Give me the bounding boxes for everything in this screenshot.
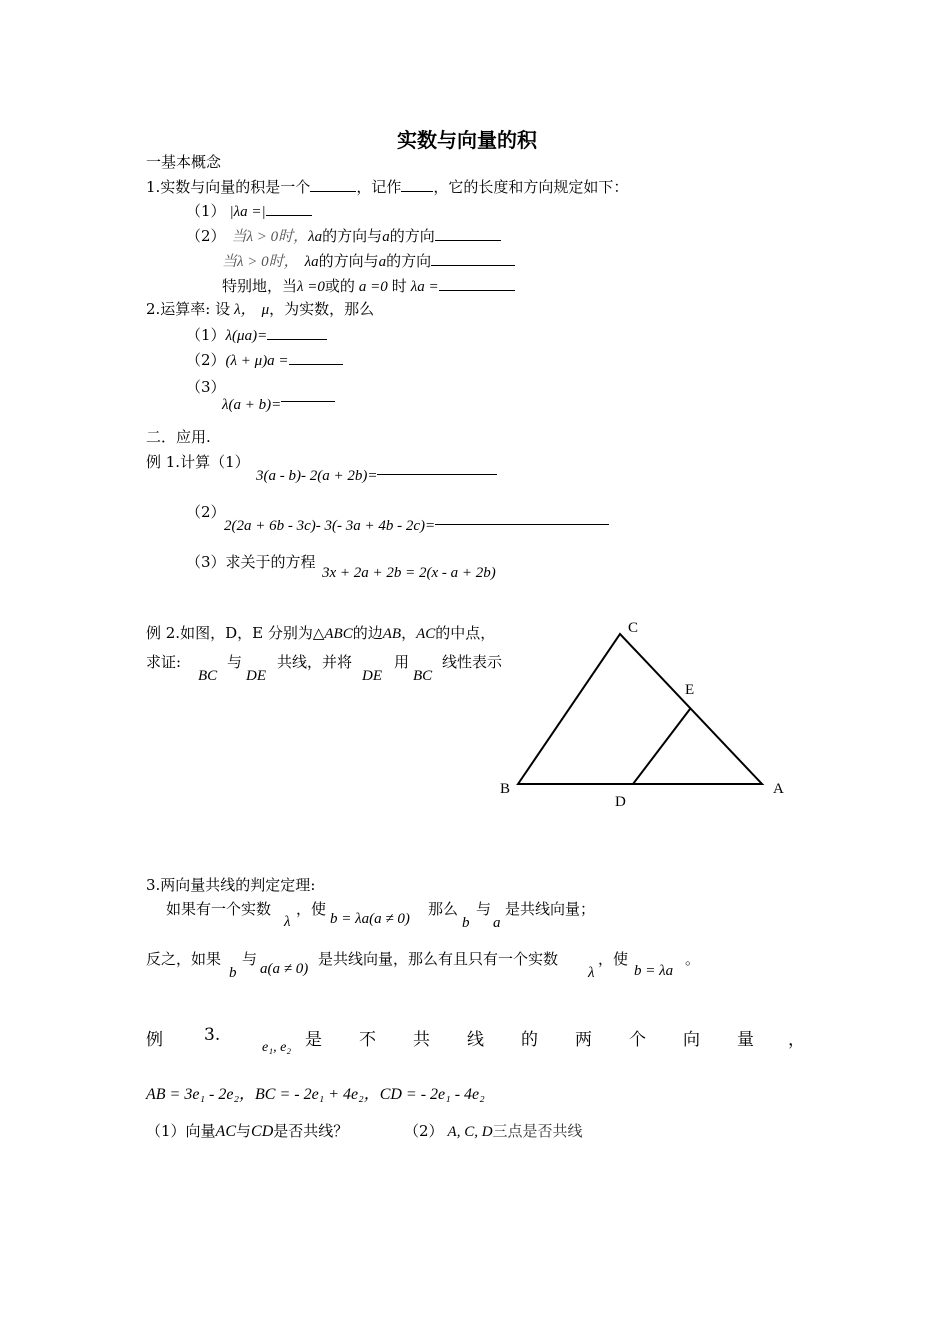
law-num: （2） [186,351,226,369]
math-expr: b = λa [634,963,674,979]
math-a-zero: a =0 [358,279,388,295]
math-b: b [462,915,470,931]
example-1-part-2 [224,512,609,535]
math-e1-e2: e₁, e₂ [262,1040,292,1055]
example-3-char: 量 [737,1030,754,1050]
example-1-part-3-label: （3）求关于的方程 [186,553,316,571]
ex2-text: 的中点， [435,624,496,642]
rule-text: 的方向与 [318,252,379,270]
rule-num: （1） [186,202,226,220]
example-3-question-1 [146,1122,348,1141]
theorem-line-2-c: 是共线向量，那么有且只有一个实数 [318,950,559,968]
example-1-label: 例 1.计算（1） [146,453,250,471]
example-3-question-2 [404,1122,583,1141]
math-ab: AB [382,626,402,642]
math-abc: ABC [324,626,353,642]
rule-text: 的方向 [386,252,432,270]
example-3-given: AB = 3e₁ - 2e₂，BC = - 2e₁ + 4e₂，CD = - 2e₁ - 4e₂ [146,1086,485,1103]
math-mu: μ [261,302,270,318]
vector-de: DE [362,668,382,684]
law-2 [186,351,343,370]
triangle-abc [518,634,762,784]
rule-4 [222,277,515,296]
math-lambda: λ [284,914,291,930]
law-expr: λ(μa)= [225,328,268,344]
q-text: 是否共线？ [273,1122,349,1140]
math-ac: AC [416,626,436,642]
theorem-line-2-b: 与 [242,950,258,968]
q1-post: ，它的长度和方向规定如下： [433,178,629,196]
example-2-q-mid: 共线，并将 [277,653,353,671]
math-ac: AC [215,1123,236,1140]
example-3-char: 个 [629,1030,646,1050]
label-b: B [500,781,511,797]
section-heading-rules [146,300,374,319]
math-points: A, C, D [447,1124,493,1140]
example-3-char: 向 [683,1030,700,1050]
math-expr: a(a ≠ 0) [260,961,309,977]
math-cd: CD [251,1123,274,1140]
math-lambda-a-eq: λa = [410,279,439,295]
blank [435,512,609,525]
q-num: （2） [404,1122,444,1140]
example-1-part-2-num: （2） [186,503,226,521]
blank [289,352,343,365]
example-2-yong: 用 [394,653,410,671]
blank [310,179,356,192]
math-lambda-a: λa [308,229,323,245]
theorem-line-1-b: ，使 [296,900,327,918]
math-a: a [493,915,501,931]
math-lambda: λ， [234,302,256,318]
label-c: C [628,620,639,636]
example-3-char: 例 [146,1030,163,1050]
heading-text: 2.运算率: 设 [146,300,231,318]
q1-mid: ，记作 [356,178,402,196]
vector-bc: BC [198,668,218,684]
rule-text: 时 [391,277,407,295]
theorem-line-1-a: 如果有一个实数 [166,900,272,918]
example-2-q-post: 线性表示 [442,653,503,671]
example-3-char: 不 [359,1030,376,1050]
theorem-line-2-a: 反之，如果 [146,950,222,968]
example-2-yu: 与 [227,653,243,671]
law-1 [186,326,327,345]
law-expr: λ(a + b)= [222,397,282,413]
page-title: 实数与向量的积 [397,128,537,152]
math-expr: 3(a - b)- 2(a + 2b)= [256,468,378,484]
rule-text: 的方向 [389,227,435,245]
math-expr: 2(2a + 6b - 3c)- 3(- 3a + 4b - 2c)= [224,518,436,534]
rule-expr: |λa =| [229,204,266,220]
example-3-char: 共 [413,1030,430,1050]
math-b: b [229,965,237,981]
example-3-char: 3. [204,1025,221,1045]
blank [267,327,327,340]
law-expr: (λ + μ)a = [225,353,289,369]
example-1-part-3-equation [322,563,496,582]
rule-1 [186,202,312,221]
ex2-text: 例 2.如图，D，E 分别为△ [146,624,325,642]
example-3-char: 是 [305,1030,322,1050]
triangle-figure [490,612,800,812]
rule-cond: 当λ > 0时， [222,254,299,270]
q-text: （1）向量 [146,1122,216,1140]
rule-text: 的方向与 [322,227,383,245]
math-a: a [378,254,387,270]
heading-text: ，为实数，那么 [269,300,375,318]
example-3-char: 的 [521,1030,538,1050]
math-expr: b = λa(a ≠ 0) [330,911,410,927]
q-text: 与 [236,1122,252,1140]
theorem-line-1-c: 那么 [428,900,459,918]
section-heading-theorem: 3.两向量共线的判定定理: [146,876,316,894]
label-e: E [685,682,695,698]
rule-2 [186,227,501,246]
segment-de [633,709,690,784]
math-lambda-zero: λ =0 [297,279,325,295]
vector-bc: BC [413,668,433,684]
math-lambda-a: λa [304,254,319,270]
example-3-char: ， [788,1030,805,1050]
math-lambda: λ [588,965,595,981]
rule-text: 或的 [324,277,355,295]
example-3-char: 线 [467,1030,484,1050]
rule-cond: 当λ > 0时， [231,229,309,245]
blank [266,203,312,216]
example-1-part-1 [256,462,497,485]
theorem-line-2-e: 。 [685,950,701,968]
rule-text: 特别地，当 [222,277,298,295]
q1-pre: 1.实数与向量的积是一个 [146,178,311,196]
theorem-line-1-d: 与 [476,900,492,918]
math-expr: 3x + 2a + 2b = 2(x - a + 2b) [322,565,496,581]
math-a: a [382,229,390,245]
example-2-line-1 [146,624,495,643]
blank [281,389,335,402]
rule-num: （2） [186,227,226,245]
example-2-q-pre: 求证: [146,653,182,671]
blank [431,253,515,266]
blank [435,228,501,241]
ex2-text: ， [401,624,417,642]
ex2-text: 的边 [352,624,383,642]
label-d: D [615,794,626,810]
blank [401,179,433,192]
section-heading-apps: 二．应用. [146,428,211,446]
law-3-num: （3） [186,378,226,396]
blank [439,278,515,291]
law-num: （1） [186,326,226,344]
label-a: A [773,781,784,797]
vector-de: DE [246,668,266,684]
example-3-char: 两 [575,1030,592,1050]
law-3 [222,389,335,414]
theorem-line-1-e: 是共线向量； [505,900,596,918]
rule-3 [222,252,515,271]
blank [377,462,497,475]
question-1-line [146,178,628,196]
q-text: 三点是否共线 [492,1122,583,1140]
theorem-line-2-d: ，使 [598,950,629,968]
section-heading-basic: 一基本概念 [146,153,222,171]
